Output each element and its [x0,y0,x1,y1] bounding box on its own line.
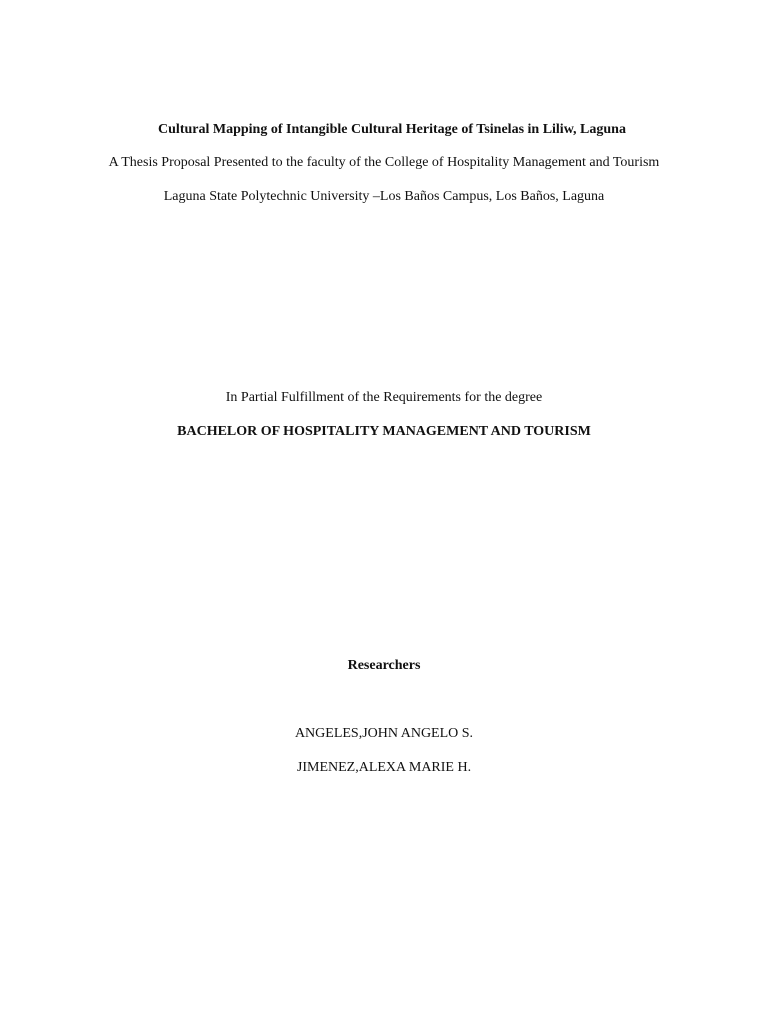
degree-title: BACHELOR OF HOSPITALITY MANAGEMENT AND TOURISM [177,424,591,439]
thesis-title: Cultural Mapping of Intangible Cultural Heritage of Tsinelas in Liliw, Laguna [158,122,626,137]
researchers-heading: Researchers [347,658,421,673]
institution-line: Laguna State Polytechnic University –Los Baños Campus, Los Baños, Laguna [163,189,605,204]
proposal-statement: A Thesis Proposal Presented to the faculty of the College of Hospitality Management and Tourism [108,155,660,170]
fulfillment-line: In Partial Fulfillment of the Requirements for the degree [225,390,543,405]
researcher-name: JIMENEZ,ALEXA MARIE H. [296,760,472,775]
researcher-name: ANGELES,JOHN ANGELO S. [294,726,474,741]
